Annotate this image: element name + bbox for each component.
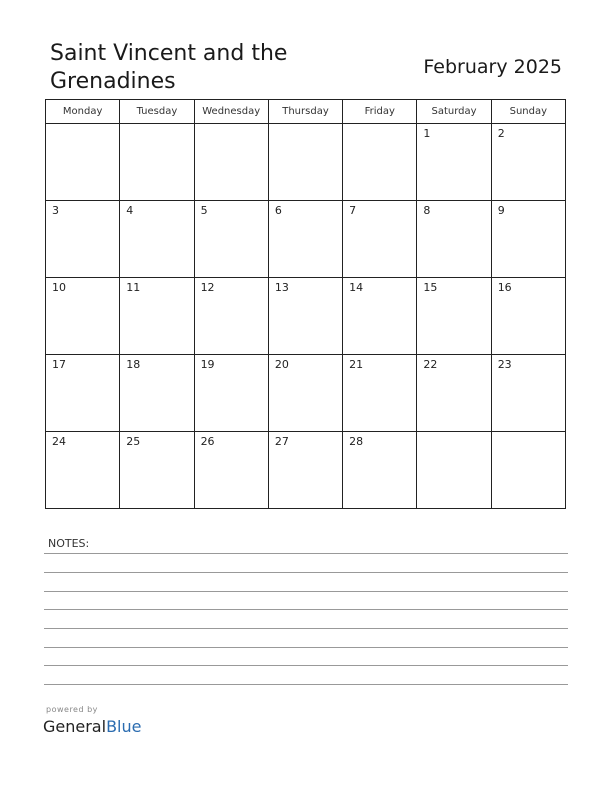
month-year: February 2025 [423,56,562,78]
calendar-day-cell [343,124,417,201]
calendar-day-cell [417,201,491,278]
calendar-day-cell [194,278,268,355]
calendar-day-cell [491,278,565,355]
day-number: 24 [52,435,66,448]
calendar-day-cell [46,201,120,278]
day-number: 8 [423,204,431,217]
day-number: 23 [497,358,512,371]
day-number: 21 [349,358,364,371]
notes-line [44,628,568,629]
calendar-day-cell [46,124,120,201]
powered-by-text: powered by [46,705,98,714]
notes-line [44,572,568,573]
day-number: 4 [126,204,134,217]
day-number [492,432,565,435]
day-number [343,124,416,127]
notes-line [44,647,568,648]
calendar-day-cell [120,278,194,355]
weekday-header: Wednesday [194,100,268,124]
brand-logo-part1: General [43,717,107,736]
day-number: 6 [274,204,282,217]
day-number [417,432,490,435]
calendar-day-cell [268,355,342,432]
day-number [195,124,268,127]
calendar-day-cell [46,278,120,355]
calendar-day-cell [120,432,194,509]
calendar-day-cell [491,124,565,201]
weekday-header: Monday [46,100,120,124]
calendar-day-cell [417,124,491,201]
day-number: 28 [349,435,364,448]
day-number: 25 [126,435,141,448]
day-number: 27 [274,435,289,448]
day-number: 26 [200,435,215,448]
calendar-day-cell [194,432,268,509]
day-number: 20 [274,358,289,371]
weekday-header: Friday [343,100,417,124]
day-number [46,124,119,127]
calendar-week-row [46,432,566,509]
calendar-day-cell [268,432,342,509]
calendar-day-cell [491,432,565,509]
calendar-day-cell [343,201,417,278]
day-number: 14 [349,281,364,294]
day-number: 12 [200,281,215,294]
notes-line [44,591,568,592]
calendar-week-row [46,124,566,201]
calendar-day-cell [194,355,268,432]
day-number: 3 [52,204,59,217]
notes-line [44,684,568,685]
day-number: 2 [497,127,505,140]
calendar-day-cell [194,124,268,201]
day-number: 19 [200,358,215,371]
calendar-day-cell [417,278,491,355]
brand-logo [43,717,141,736]
calendar-day-cell [417,432,491,509]
calendar-day-cell [46,432,120,509]
weekday-header-row [46,100,566,124]
weekday-header: Saturday [417,100,491,124]
day-number: 1 [423,127,431,140]
calendar-day-cell [417,355,491,432]
calendar-day-cell [268,201,342,278]
calendar-day-cell [120,201,194,278]
day-number: 10 [52,281,66,294]
day-number: 5 [200,204,208,217]
calendar-day-cell [268,124,342,201]
day-number: 18 [126,358,141,371]
day-number: 9 [497,204,505,217]
day-number [269,124,342,127]
calendar-day-cell [268,278,342,355]
calendar-day-cell [46,355,120,432]
notes-line [44,665,568,666]
day-number: 15 [423,281,438,294]
notes-line [44,553,568,554]
calendar-day-cell [120,124,194,201]
calendar-title: Saint Vincent and the Grenadines [50,41,288,94]
calendar-week-row [46,278,566,355]
day-number: 7 [349,204,357,217]
weekday-header: Thursday [268,100,342,124]
day-number: 11 [126,281,141,294]
day-number [120,124,193,127]
day-number: 16 [497,281,512,294]
calendar-day-cell [343,432,417,509]
notes-label: NOTES: [48,537,90,550]
calendar-day-cell [491,355,565,432]
calendar-day-cell [194,201,268,278]
notes-line [44,609,568,610]
calendar-day-cell [120,355,194,432]
calendar-day-cell [343,278,417,355]
weekday-header: Tuesday [120,100,194,124]
calendar-day-cell [491,201,565,278]
calendar-week-row [46,355,566,432]
calendar-day-cell [343,355,417,432]
weekday-header: Sunday [491,100,565,124]
brand-logo-part2: Blue [106,717,142,736]
calendar-week-row [46,201,566,278]
day-number: 22 [423,358,438,371]
day-number: 13 [274,281,289,294]
day-number: 17 [52,358,66,371]
calendar-grid [45,99,566,509]
